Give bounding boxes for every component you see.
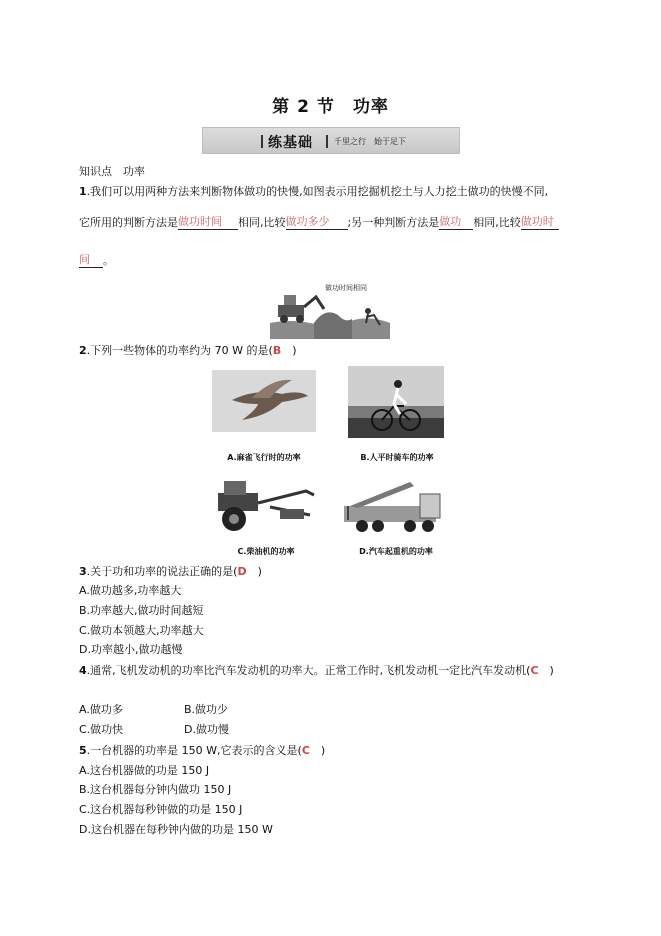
figure-caption: 做功时间相同 <box>325 284 367 292</box>
q4-number: 4 <box>79 664 87 677</box>
banner-divider <box>261 135 263 148</box>
q1-line-3 <box>79 253 114 268</box>
q2-option-c: C.柴油机的功率 <box>237 547 295 556</box>
q5-number: 5 <box>79 744 87 757</box>
tractor-tiller <box>280 509 304 519</box>
diesel-tractor-image <box>210 473 322 539</box>
q5-option-d: D.这台机器在每秒钟内做的功是 150 W <box>79 823 273 836</box>
banner-divider <box>326 135 328 148</box>
section-banner <box>202 127 460 154</box>
tractor-hub <box>229 514 239 524</box>
q1-blank-3: 做功 <box>439 215 473 230</box>
q2-text: .下列一些物体的功率约为 70 W 的是( <box>86 344 273 357</box>
q3-answer: D <box>237 565 247 578</box>
q1-text: 。 <box>103 254 114 267</box>
q1-blank-1: 做功时间 <box>178 215 238 230</box>
excavator-wheel <box>296 315 304 323</box>
page-title: 第 2 节 功率 <box>272 97 389 117</box>
q3-number: 3 <box>79 565 87 578</box>
q5-option-a: A.这台机器做的功是 150 J <box>79 764 210 777</box>
q3-text: .关于功和功率的说法正确的是( <box>86 565 238 578</box>
sparrow-image <box>212 370 316 432</box>
q2-line <box>79 344 297 358</box>
q1-line-1 <box>79 185 548 199</box>
q2-option-d: D.汽车起重机的功率 <box>359 547 433 556</box>
truck-wheel <box>404 520 416 532</box>
crane-truck-image <box>340 476 452 536</box>
q4-answer: C <box>530 664 539 677</box>
q3-option-c: C.做功本领越大,功率越大 <box>79 624 204 637</box>
q5-option-c: C.这台机器每秒钟做的功是 150 J <box>79 803 243 816</box>
q1-text: ;另一种判断方法是 <box>347 216 440 229</box>
q3-option-a: A.做功越多,功率越大 <box>79 584 182 597</box>
rider-head <box>394 380 402 388</box>
truck-wheel <box>422 520 434 532</box>
q2-option-b: B.人平时骑车的功率 <box>360 453 434 462</box>
q1-line-2 <box>79 215 559 230</box>
q1-blank-4: 做功时 <box>521 215 559 230</box>
tractor-engine <box>224 481 246 495</box>
excavator-figure <box>270 279 390 339</box>
q3-close: ) <box>246 565 262 578</box>
banner-title: 练基础 <box>268 135 313 151</box>
truck-wheel <box>356 520 368 532</box>
worker-head <box>365 308 371 314</box>
q4-close: ) <box>538 664 554 677</box>
q1-text: 相同,比较 <box>473 216 521 229</box>
q5-option-b: B.这台机器每分钟内做功 150 J <box>79 783 232 796</box>
q2-number: 2 <box>79 344 87 357</box>
crane-boom <box>350 482 414 508</box>
q1-text: 相同,比较 <box>238 216 286 229</box>
q4-option-b: B.做功少 <box>184 703 229 716</box>
excavator-wheel <box>280 315 288 323</box>
q1-blank-2: 做功多少 <box>286 215 348 230</box>
q1-blank-4-cont: 间 <box>79 253 103 268</box>
q4-text: .通常,飞机发动机的功率比汽车发动机的功率大。正常工作时,飞机发动机一定比汽车发动机( <box>86 664 531 677</box>
q1-text: .我们可以用两种方法来判断物体做功的快慢,如图表示用挖掘机挖土与人力挖土做功的快慢不同, <box>86 185 549 198</box>
dirt-mound <box>314 312 352 339</box>
q4-line <box>79 664 554 678</box>
q2-answer: B <box>272 344 282 357</box>
q4-option-d: D.做功慢 <box>184 723 229 736</box>
q3-option-b: B.功率越大,做功时间越短 <box>79 604 204 617</box>
banner-subtitle: 千里之行 始于足下 <box>334 137 406 146</box>
section-label: 知识点 功率 <box>79 165 145 178</box>
q3-line <box>79 565 262 579</box>
q4-option-a: A.做功多 <box>79 703 123 716</box>
q5-line <box>79 744 325 758</box>
q3-option-d: D.功率越小,做功越慢 <box>79 643 183 656</box>
excavator-cab <box>284 295 296 305</box>
q1-text: 它所用的判断方法是 <box>79 216 178 229</box>
road <box>348 418 444 438</box>
q5-close: ) <box>309 744 326 757</box>
q1-number: 1 <box>79 185 87 198</box>
q2-option-a: A.麻雀飞行时的功率 <box>227 453 301 462</box>
truck-cab <box>420 494 440 518</box>
q4-option-c: C.做功快 <box>79 723 124 736</box>
q5-text: .一台机器的功率是 150 W,它表示的含义是( <box>86 744 302 757</box>
excavator-arm <box>304 297 324 309</box>
truck-wheel <box>372 520 384 532</box>
q2-close: ) <box>281 344 297 357</box>
q5-answer: C <box>301 744 310 757</box>
cyclist-image <box>348 366 444 438</box>
